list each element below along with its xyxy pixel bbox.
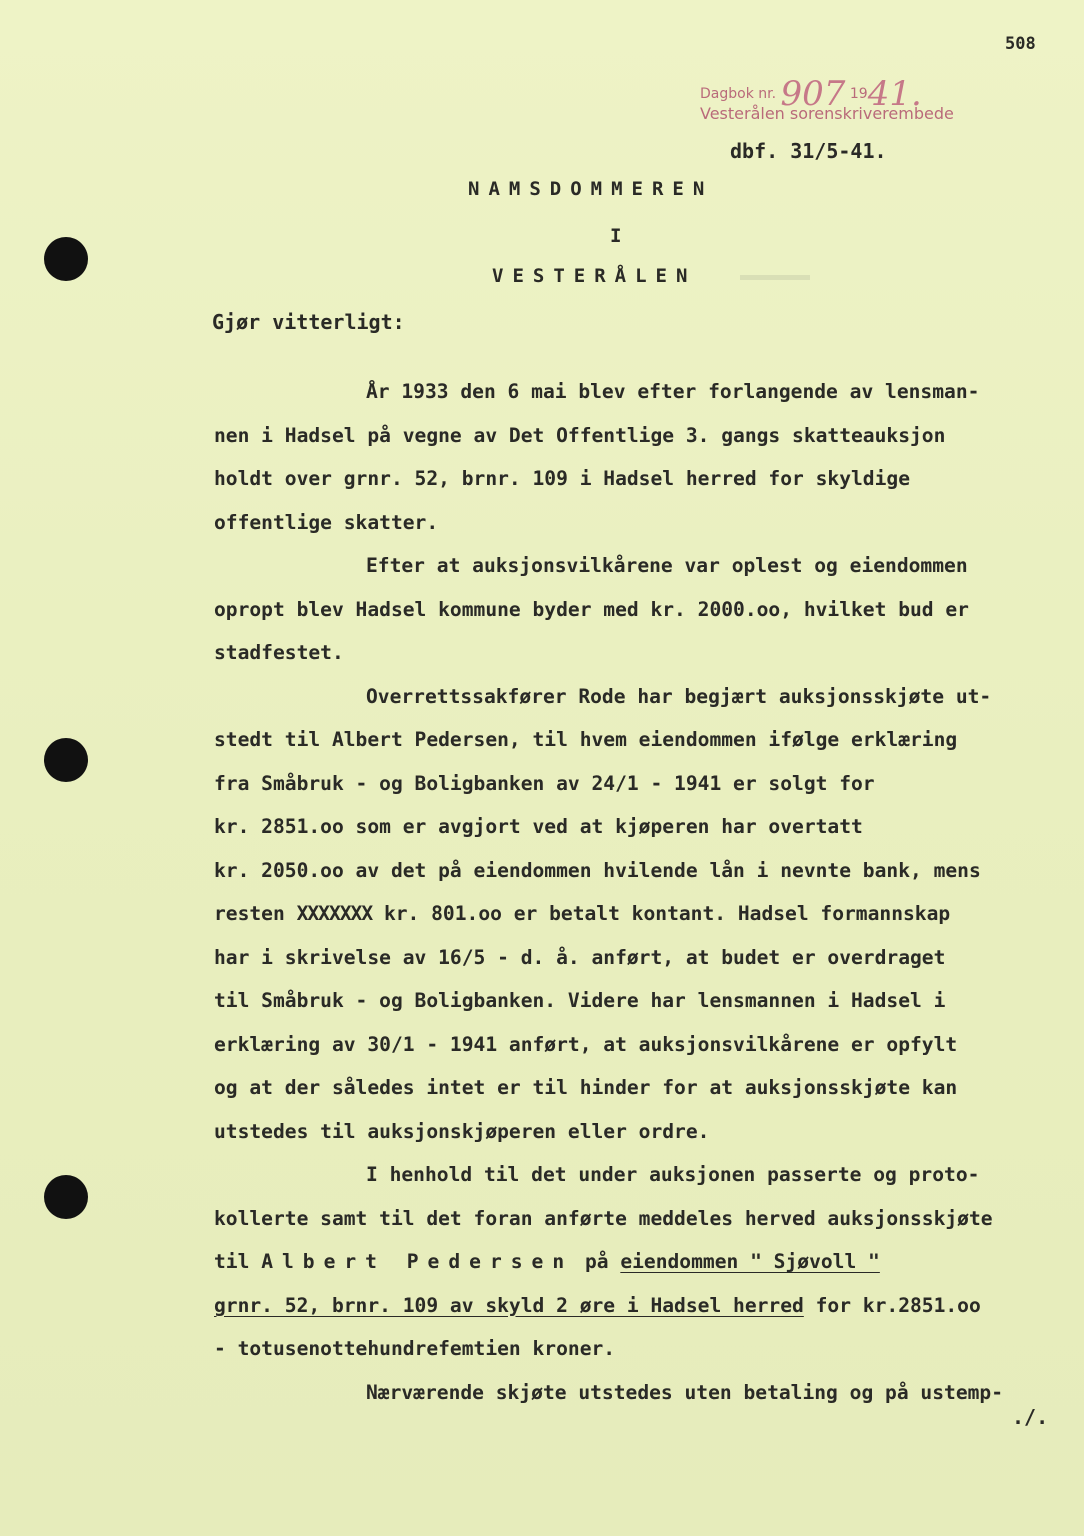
text-line: utstedes til auksjonskjøperen eller ordre. <box>214 1119 710 1143</box>
text-segment: på <box>584 1250 609 1273</box>
text-line: erklæring av 30/1 - 1941 anført, at auksjonsvilkårene er opfylt <box>214 1032 958 1056</box>
text-segment: kr. 801.oo er betalt kontant. Hadsel formannskap <box>383 902 951 925</box>
buyer-name: Albert Pedersen <box>261 1250 574 1273</box>
text-line: Overrettssakfører Rode har begjært auksjonsskjøte ut- <box>366 684 992 708</box>
office-stamp: Vesterålen sorenskriverembede <box>700 104 954 123</box>
text-line: kr. 2050.oo av det på eiendommen hvilende lån i nevnte bank, mens <box>214 858 981 882</box>
punch-hole <box>44 738 88 782</box>
underlined-text: grnr. 52, brnr. 109 av skyld 2 øre i Hadsel herred <box>214 1293 804 1317</box>
continuation-mark: ./. <box>1012 1405 1049 1429</box>
year-suffix: 41. <box>867 74 922 114</box>
punch-hole <box>44 237 88 281</box>
text-line: nen i Hadsel på vegne av Det Offentlige 3. gangs skatteauksjon <box>214 423 946 447</box>
body-text <box>214 370 1064 1414</box>
text-line <box>214 1240 1064 1284</box>
text-line <box>214 1284 1064 1328</box>
text-line: offentlige skatter. <box>214 510 439 534</box>
text-segment: til <box>214 1250 250 1273</box>
struck-out-text: XXXXXXX <box>296 902 373 925</box>
text-line: fra Småbruk - og Boligbanken av 24/1 - 1941 er solgt for <box>214 771 875 795</box>
text-segment: for kr.2851.oo <box>815 1293 981 1317</box>
text-line: År 1933 den 6 mai blev efter forlangende av lensman- <box>366 380 980 403</box>
text-line <box>214 892 1064 936</box>
text-line: I henhold til det under auksjonen passerte og proto- <box>366 1163 980 1186</box>
text-line: kollerte samt til det foran anførte meddeles herved auksjonsskjøte <box>214 1206 993 1230</box>
text-line: stadfestet. <box>214 641 344 664</box>
title-line-2: I <box>610 225 631 247</box>
text-line: Efter at auksjonsvilkårene var oplest og eiendommen <box>366 554 968 577</box>
text-line: kr. 2851.oo som er avgjort ved at kjøperen har overtatt <box>214 815 863 838</box>
title-line-3: VESTERÅLEN <box>492 265 697 287</box>
text-line: - totusenottehundrefemtien kroner. <box>214 1337 616 1360</box>
text-segment: resten <box>214 902 285 925</box>
page-number: 508 <box>1005 34 1036 54</box>
dbf-date: dbf. 31/5-41. <box>730 139 887 163</box>
text-line: holdt over grnr. 52, brnr. 109 i Hadsel herred for skyldige <box>214 467 910 490</box>
text-line: har i skrivelse av 16/5 - d. å. anført, at budet er overdraget <box>214 945 946 969</box>
text-line: opropt blev Hadsel kommune byder med kr. 2000.oo, hvilket bud er <box>214 597 969 621</box>
title-line-1: NAMSDOMMEREN <box>468 178 714 200</box>
salutation: Gjør vitterligt: <box>212 310 405 334</box>
journal-prefix: Dagbok nr. <box>700 86 777 102</box>
text-line: stedt til Albert Pedersen, til hvem eiendommen ifølge erklæring <box>214 728 958 751</box>
year-prefix: 19 <box>849 86 868 102</box>
text-line: Nærværende skjøte utstedes uten betaling og på ustemp- <box>366 1380 1004 1404</box>
punch-hole <box>44 1175 88 1219</box>
journal-number: 907 <box>780 74 846 114</box>
underlined-text: eiendommen " Sjøvoll " <box>620 1250 880 1273</box>
text-line: til Småbruk - og Boligbanken. Videre har lensmannen i Hadsel i <box>214 989 946 1012</box>
title-underline <box>740 275 810 280</box>
text-line: og at der således intet er til hinder for at auksjonsskjøte kan <box>214 1076 958 1099</box>
